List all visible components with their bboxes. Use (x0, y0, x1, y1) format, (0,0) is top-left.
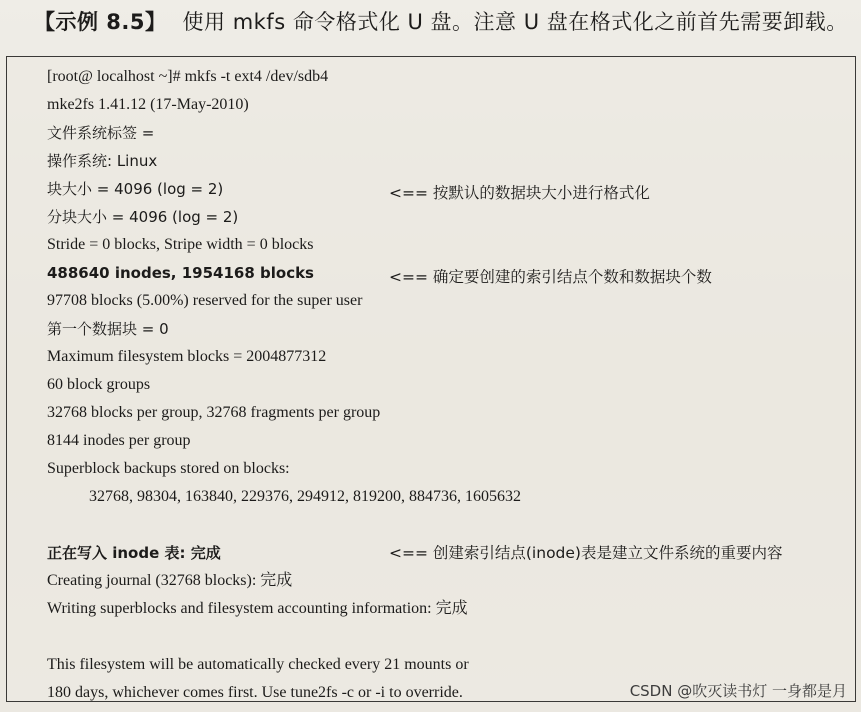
output-line-highlight: 488640 inodes, 1954168 blocks (47, 264, 314, 282)
terminal-output-box (6, 56, 856, 702)
output-line-highlight: 正在写入 inode 表: 完成 (47, 544, 221, 562)
output-line: 97708 blocks (5.00%) reserved for the super user (47, 292, 363, 309)
output-line: 操作系统: Linux (47, 152, 158, 170)
output-line: Maximum filesystem blocks = 2004877312 (47, 348, 327, 365)
output-line: 32768 blocks per group, 32768 fragments per group (47, 404, 381, 421)
superblock-list: 32768, 98304, 163840, 229376, 294912, 819200, 884736, 1605632 (89, 488, 521, 505)
example-description: 使用 mkfs 命令格式化 U 盘。注意 U 盘在格式化之前首先需要卸载。 (182, 10, 848, 34)
output-line: 分块大小 = 4096 (log = 2) (47, 208, 239, 226)
output-line: 180 days, whichever comes first. Use tune2fs -c or -i to override. (47, 684, 463, 701)
output-line: 8144 inodes per group (47, 432, 191, 449)
command-line: [root@ localhost ~]# mkfs -t ext4 /dev/sdb4 (47, 68, 329, 85)
output-line: Stride = 0 blocks, Stripe width = 0 blocks (47, 236, 314, 253)
annotation-inodes: <== 确定要创建的索引结点个数和数据块个数 (389, 268, 712, 286)
annotation-inode-table: <== 创建索引结点(inode)表是建立文件系统的重要内容 (389, 544, 783, 562)
output-line: 第一个数据块 = 0 (47, 320, 169, 338)
example-heading (34, 6, 848, 36)
csdn-watermark: CSDN @吹灭读书灯 一身都是月 (629, 682, 847, 700)
output-line: 文件系统标签 = (47, 124, 155, 142)
output-line: Creating journal (32768 blocks): 完成 (47, 572, 293, 589)
example-label: 【示例 8.5】 (34, 10, 167, 34)
output-line: 块大小 = 4096 (log = 2) (47, 180, 224, 198)
output-line: 60 block groups (47, 376, 151, 393)
output-line: Superblock backups stored on blocks: (47, 460, 290, 477)
annotation-block-size: <== 按默认的数据块大小进行格式化 (389, 184, 650, 202)
output-line: Writing superblocks and filesystem accounting information: 完成 (47, 600, 468, 617)
output-line: mke2fs 1.41.12 (17-May-2010) (47, 96, 249, 113)
output-line: This filesystem will be automatically checked every 21 mounts or (47, 656, 469, 673)
